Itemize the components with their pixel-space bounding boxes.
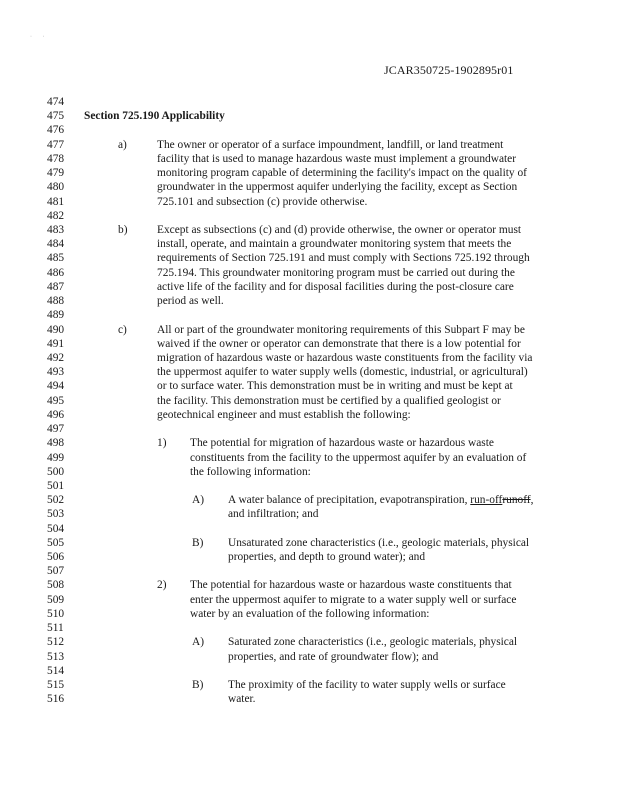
deleted-text: runoff bbox=[502, 494, 531, 507]
text-segment: requirements of Section 725.191 and must comply with Sections 725.192 through bbox=[157, 252, 530, 265]
text-segment: Saturated zone characteristics (i.e., geologic materials, physical bbox=[228, 636, 518, 649]
line-number: 486 bbox=[47, 266, 65, 279]
line-number: 515 bbox=[47, 679, 65, 692]
text-segment: install, operate, and maintain a groundwater monitoring system that meets the bbox=[157, 238, 512, 251]
subsection-label: A) bbox=[192, 636, 205, 649]
text-segment: Unsaturated zone characteristics (i.e., geologic materials, physical bbox=[228, 536, 530, 549]
line-text bbox=[228, 493, 533, 507]
line-number: 499 bbox=[47, 451, 65, 464]
line-text bbox=[157, 152, 516, 166]
subsection-label: a) bbox=[118, 138, 127, 151]
line-number: 500 bbox=[47, 465, 65, 478]
line-text bbox=[190, 451, 526, 465]
line-number: 504 bbox=[47, 522, 65, 535]
line-text bbox=[228, 507, 318, 521]
line-text bbox=[157, 280, 514, 294]
line-text bbox=[190, 607, 429, 621]
line-number: 509 bbox=[47, 593, 65, 606]
line-number: 488 bbox=[47, 295, 65, 308]
line-number: 479 bbox=[47, 167, 65, 180]
line-number: 508 bbox=[47, 579, 65, 592]
line-number: 514 bbox=[47, 664, 65, 677]
text-segment: 725.194. This groundwater monitoring program must be carried out during the bbox=[157, 266, 515, 279]
line-number: 505 bbox=[47, 536, 65, 549]
line-number: 480 bbox=[47, 181, 65, 194]
line-text bbox=[190, 436, 494, 450]
line-text bbox=[157, 223, 521, 237]
line-text bbox=[157, 251, 530, 265]
line-number: 490 bbox=[47, 323, 65, 336]
text-segment: properties, and depth to ground water); and bbox=[228, 551, 426, 564]
text-segment: 725.101 and subsection (c) provide otherwise. bbox=[157, 195, 368, 208]
text-segment: waived if the owner or operator can demonstrate that there is a low potential for bbox=[157, 337, 521, 350]
line-number: 474 bbox=[47, 96, 65, 108]
line-number: 516 bbox=[47, 693, 65, 706]
line-text bbox=[157, 323, 525, 337]
line-text bbox=[228, 635, 517, 649]
line-number: 482 bbox=[47, 209, 65, 222]
line-text bbox=[157, 408, 411, 422]
line-number: 501 bbox=[47, 479, 65, 492]
text-segment: enter the uppermost aquifer to migrate to a water supply well or surface bbox=[190, 593, 517, 606]
line-number: 502 bbox=[47, 494, 65, 507]
text-segment: A water balance of precipitation, evapotranspiration, bbox=[228, 494, 471, 507]
line-text bbox=[157, 394, 501, 408]
line-number: 494 bbox=[47, 380, 65, 393]
line-number: 483 bbox=[47, 223, 65, 236]
text-segment: monitoring program capable of determining the facility's impact on the quality of bbox=[157, 167, 527, 180]
line-text bbox=[228, 550, 425, 564]
line-text bbox=[157, 138, 503, 152]
line-number: 493 bbox=[47, 366, 65, 379]
text-segment: period as well. bbox=[157, 295, 224, 308]
line-number: 503 bbox=[47, 508, 65, 521]
text-segment: the facility. This demonstration must be certified by a qualified geologist or bbox=[157, 394, 501, 407]
line-number: 506 bbox=[47, 551, 65, 564]
text-segment: The potential for migration of hazardous waste or hazardous waste bbox=[190, 437, 494, 450]
line-text bbox=[157, 166, 527, 180]
text-segment: and infiltration; and bbox=[228, 508, 319, 521]
line-number: 484 bbox=[47, 238, 65, 251]
line-number: 512 bbox=[47, 636, 65, 649]
subsection-label: A) bbox=[192, 494, 205, 507]
line-number: 475 bbox=[47, 110, 65, 123]
text-segment: constituents from the facility to the uppermost aquifer by an evaluation of bbox=[190, 451, 527, 464]
text-segment: , bbox=[530, 494, 534, 507]
line-text bbox=[157, 180, 517, 194]
line-text bbox=[157, 294, 224, 308]
line-text bbox=[190, 465, 311, 479]
text-segment: the following information: bbox=[190, 465, 311, 478]
line-text bbox=[157, 365, 528, 379]
subsection-label: B) bbox=[192, 679, 204, 692]
line-number: 511 bbox=[47, 622, 64, 635]
line-text bbox=[190, 578, 512, 592]
section-heading bbox=[84, 109, 225, 123]
text-segment: active life of the facility and for disposal facilities during the post-closure care bbox=[157, 280, 514, 293]
line-text bbox=[228, 650, 438, 664]
line-number: 498 bbox=[47, 437, 65, 450]
line-text bbox=[228, 692, 256, 706]
line-number: 507 bbox=[47, 565, 65, 578]
document-id: JCAR350725-1902895r01 bbox=[384, 63, 514, 77]
line-number: 492 bbox=[47, 351, 65, 364]
text-segment: or to surface water. This demonstration must be in writing and must be kept at bbox=[157, 380, 513, 393]
text-segment: groundwater in the uppermost aquifer underlying the facility, except as Section bbox=[157, 181, 518, 194]
line-number: 485 bbox=[47, 252, 65, 265]
subsection-label: 1) bbox=[157, 437, 167, 450]
line-text bbox=[157, 351, 532, 365]
scan-specks: · · bbox=[30, 34, 45, 40]
line-number: 481 bbox=[47, 195, 65, 208]
line-text bbox=[228, 536, 529, 550]
line-text bbox=[228, 678, 506, 692]
line-number: 513 bbox=[47, 650, 65, 663]
line-number: 497 bbox=[47, 423, 65, 436]
line-text bbox=[157, 237, 511, 251]
line-number: 495 bbox=[47, 394, 65, 407]
subsection-label: b) bbox=[118, 223, 128, 236]
text-segment: The potential for hazardous waste or hazardous waste constituents that bbox=[190, 579, 512, 592]
line-number: 477 bbox=[47, 138, 65, 151]
text-segment: Section 725.190 Applicability bbox=[84, 110, 225, 123]
subsection-label: 2) bbox=[157, 579, 167, 592]
subsection-label: B) bbox=[192, 536, 204, 549]
line-number: 476 bbox=[47, 124, 65, 137]
line-number: 491 bbox=[47, 337, 65, 350]
line-number: 510 bbox=[47, 607, 65, 620]
text-segment: properties, and rate of groundwater flow); and bbox=[228, 650, 439, 663]
text-segment: All or part of the groundwater monitoring requirements of this Subpart F may be bbox=[157, 323, 525, 336]
text-segment: water by an evaluation of the following information: bbox=[190, 607, 430, 620]
subsection-label: c) bbox=[118, 323, 127, 336]
text-segment: The proximity of the facility to water supply wells or surface bbox=[228, 679, 506, 692]
line-number: 478 bbox=[47, 152, 65, 165]
line-text bbox=[157, 379, 513, 393]
text-segment: facility that is used to manage hazardous waste must implement a groundwater bbox=[157, 152, 517, 165]
line-text bbox=[157, 337, 521, 351]
line-text bbox=[157, 266, 515, 280]
text-segment: geotechnical engineer and must establish the following: bbox=[157, 408, 411, 421]
line-text bbox=[190, 593, 516, 607]
text-segment: migration of hazardous waste or hazardous waste constituents from the facility via bbox=[157, 351, 533, 364]
line-number: 496 bbox=[47, 408, 65, 421]
text-segment: The owner or operator of a surface impoundment, landfill, or land treatment bbox=[157, 138, 504, 151]
inserted-text: run-off bbox=[470, 494, 503, 507]
line-text bbox=[157, 195, 367, 209]
text-segment: water. bbox=[228, 693, 256, 706]
line-number: 487 bbox=[47, 280, 65, 293]
text-segment: the uppermost aquifer to water supply wells (domestic, industrial, or agricultural) bbox=[157, 366, 528, 379]
line-number: 489 bbox=[47, 309, 65, 322]
text-segment: Except as subsections (c) and (d) provide otherwise, the owner or operator must bbox=[157, 223, 522, 236]
